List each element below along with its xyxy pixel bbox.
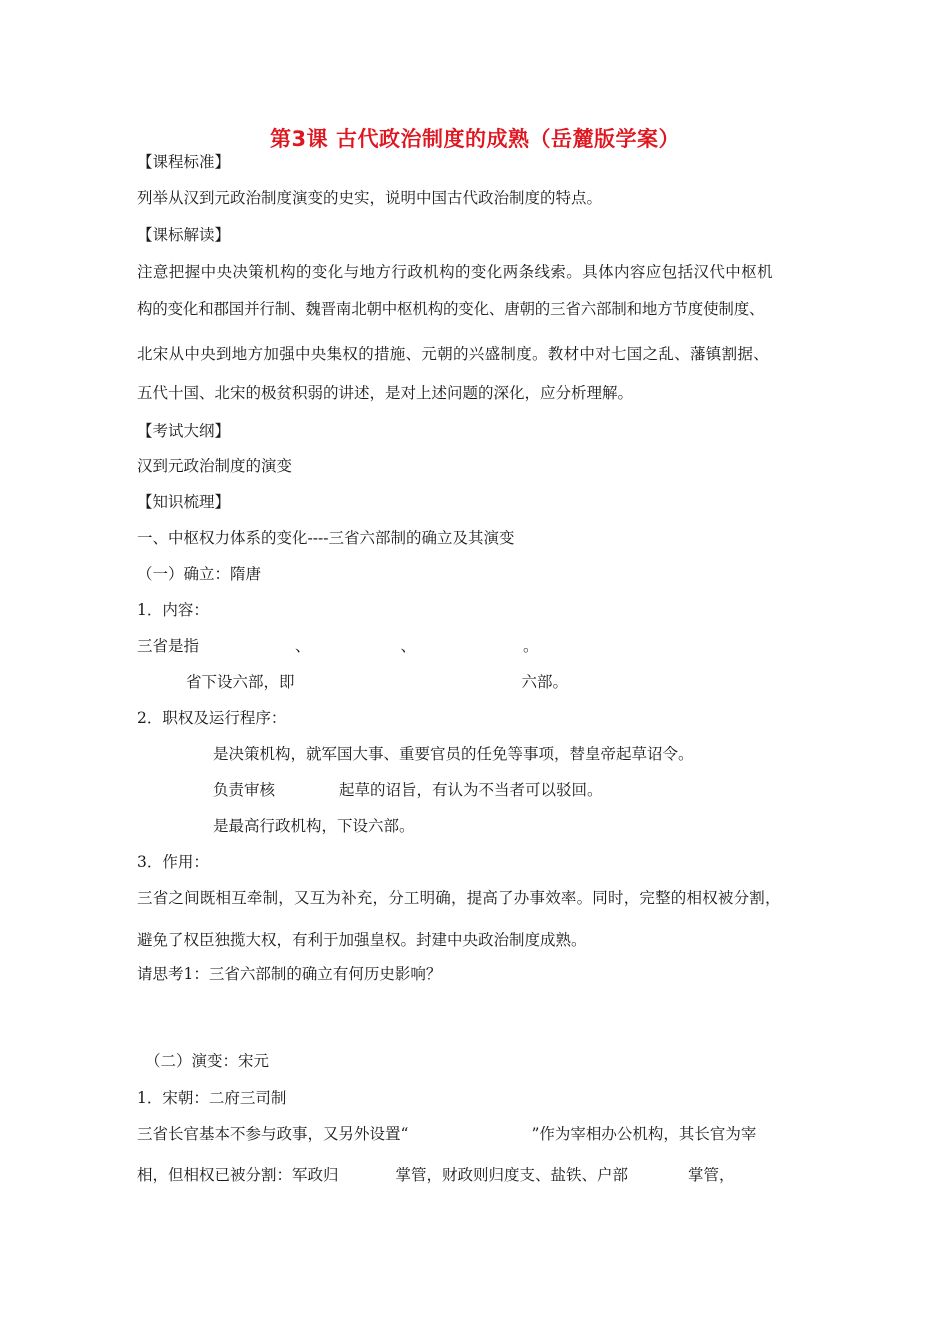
item-effect-label: 3．作用： (137, 853, 209, 871)
song-line (137, 1164, 735, 1186)
punct-dun: 、 (400, 637, 417, 655)
standard-text: 列举从汉到元政治制度演变的史实，说明中国古代政治制度的特点。 (137, 189, 603, 207)
effect-line: 避免了权臣独揽大权，有利于加强皇权。封建中央政治制度成熟。 (137, 931, 587, 949)
duty-line: 是决策机构，就军国大事、重要官员的任免等事项，替皇帝起草诏令。 (213, 745, 694, 763)
liubu-prefix: 省下设六部，即 (186, 673, 295, 691)
song-text: 掌管， (688, 1166, 735, 1184)
interpret-line: 北宋从中央到地方加强中央集权的措施、元朝的兴盛制度。教材中对七国之乱、藩镇割据、 (137, 345, 770, 363)
part2-subtitle: （二）演变：宋元 (145, 1052, 270, 1070)
sansheng-line (137, 635, 539, 657)
duty2-prefix: 负责审核 (213, 781, 276, 799)
song-text: 三省长官基本不参与政事，又另外设置“ (137, 1125, 409, 1143)
interpret-line: 注意把握中央决策机构的变化与地方行政机构的变化两条线索。具体内容应包括汉代中枢机 (137, 263, 774, 281)
liubu-suffix: 六部。 (521, 673, 569, 691)
punct-period: 。 (523, 637, 539, 655)
song-title: 1．宋朝：二府三司制 (137, 1089, 287, 1107)
song-text: 掌管，财政则归度支、盐铁、户部 (395, 1166, 629, 1184)
item-content-label: 1．内容： (137, 601, 209, 619)
interpret-line: 五代十国、北宋的极贫积弱的讲述，是对上述问题的深化，应分析理解。 (137, 384, 634, 402)
section-heading-standard: 【课程标准】 (137, 153, 231, 171)
song-text: ”作为宰相办公机构，其长官为宰 (531, 1125, 757, 1143)
think-question: 请思考1：三省六部制的确立有何历史影响？ (137, 965, 442, 983)
sansheng-prefix: 三省是指 (137, 637, 200, 655)
song-text: 相，但相权已被分割：军政归 (137, 1166, 339, 1184)
lesson-title: 第3课 古代政治制度的成熟（岳麓版学案） (270, 127, 680, 151)
section-heading-interpret: 【课标解读】 (137, 226, 231, 244)
duty2-suffix: 起草的诏旨，有认为不当者可以驳回。 (339, 781, 603, 799)
duty-line: 是最高行政机构，下设六部。 (213, 817, 415, 835)
punct-dun: 、 (295, 637, 311, 655)
section-heading-exam: 【考试大纲】 (137, 422, 231, 440)
interpret-line: 构的变化和郡国并行制、魏晋南北朝中枢机构的变化、唐朝的三省六部制和地方节度使制度、 (137, 300, 765, 318)
item-duty-label: 2．职权及运行程序： (137, 709, 287, 727)
exam-text: 汉到元政治制度的演变 (137, 457, 293, 475)
part1-title: 一、中枢权力体系的变化----三省六部制的确立及其演变 (137, 529, 515, 547)
part1-subtitle: （一）确立：隋唐 (137, 565, 262, 583)
duty-line (213, 779, 603, 801)
section-heading-knowledge: 【知识梳理】 (137, 493, 231, 511)
effect-line: 三省之间既相互牵制，又互为补充，分工明确，提高了办事效率。同时，完整的相权被分割， (137, 889, 781, 907)
song-line (137, 1123, 756, 1145)
liubu-line (186, 671, 568, 693)
